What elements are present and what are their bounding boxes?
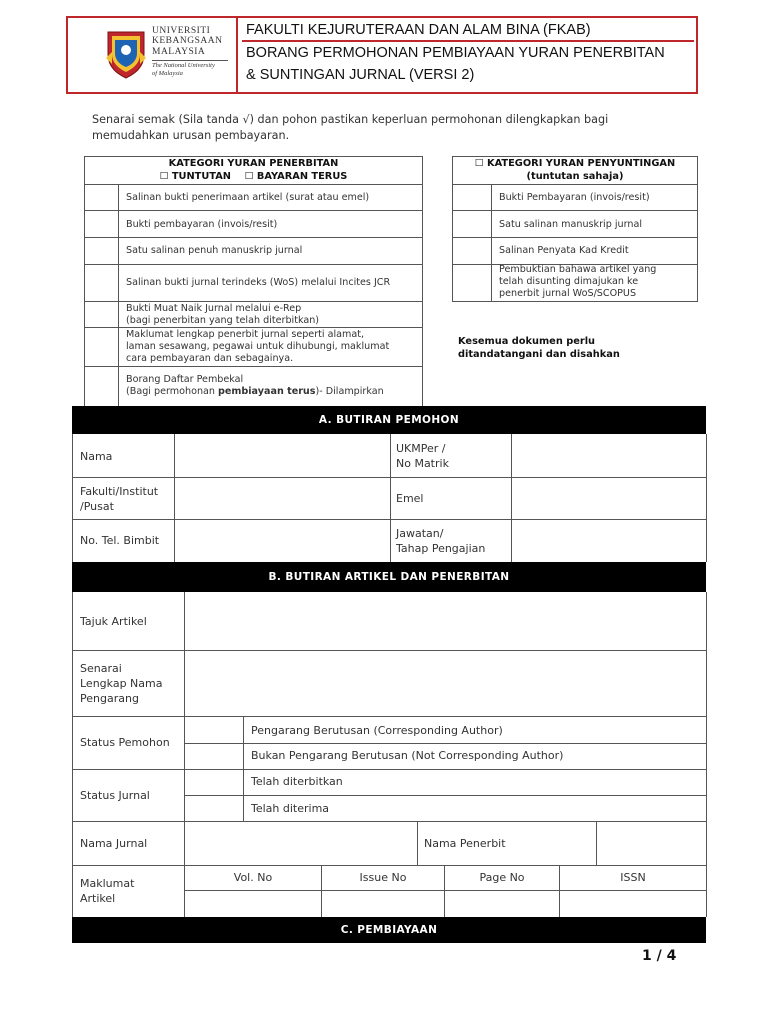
checklist-left-title: KATEGORI YURAN PENERBITAN	[168, 158, 339, 169]
label-tel: No. Tel. Bimbit	[80, 534, 160, 547]
ukm-logo	[100, 22, 230, 88]
ukmper-input[interactable]	[512, 435, 706, 477]
ukm-crest-icon	[104, 28, 148, 80]
page-number: 1 / 4	[642, 948, 677, 964]
col-issn: ISSN	[620, 871, 646, 884]
corresponding-tick-box[interactable]	[185, 717, 243, 743]
checklist-right-item: Salinan Penyata Kad Kredit	[499, 245, 629, 256]
page-input[interactable]	[445, 891, 559, 917]
label-maklumat-artikel: Maklumat Artikel	[80, 877, 135, 905]
jawatan-input[interactable]	[512, 520, 706, 562]
checklist-left-tick-box[interactable]	[85, 211, 118, 237]
logo-line-4: The National University	[152, 62, 215, 69]
checklist-left-tick-box[interactable]	[85, 328, 118, 366]
checklist-left-item: Maklumat lengkap penerbit jurnal seperti alamat, laman sesawang, pegawai untuk dihubungi, maklumat cara pembayaran dan sebagainya.	[126, 329, 390, 364]
label-ukmper: UKMPer / No Matrik	[396, 442, 449, 470]
checklist-left-item: Borang Daftar Pembekal (Bagi permohonan pembiayaan terus)- Dilampirkan	[126, 374, 384, 397]
checklist-left-options	[85, 171, 422, 183]
issn-input[interactable]	[560, 891, 706, 917]
checklist-left-tick-box[interactable]	[85, 238, 118, 264]
emel-input[interactable]	[512, 478, 706, 519]
checklist-left-tick-box[interactable]	[85, 265, 118, 301]
issue-input[interactable]	[322, 891, 444, 917]
fakulti-input[interactable]	[175, 478, 390, 519]
label-nama-penerbit: Nama Penerbit	[424, 837, 506, 850]
label-emel: Emel	[396, 492, 424, 505]
section-a-title: A. BUTIRAN PEMOHON	[72, 406, 706, 434]
label-status-pemohon: Status Pemohon	[80, 736, 170, 749]
nama-input[interactable]	[175, 435, 390, 477]
not-corresponding-tick-box[interactable]	[185, 744, 243, 769]
col-vol: Vol. No	[233, 871, 273, 884]
checklist-right-item: Satu salinan manuskrip jurnal	[499, 219, 642, 230]
logo-line-3: MALAYSIA	[152, 47, 206, 57]
intro-line-2: memudahkan urusan pembayaran.	[92, 129, 290, 142]
col-page: Page No	[479, 871, 525, 884]
label-nama: Nama	[80, 450, 113, 463]
checklist-left-item: Salinan bukti jurnal terindeks (WoS) melalui Incites JCR	[126, 277, 391, 288]
label-jawatan: Jawatan/ Tahap Pengajian	[396, 527, 486, 555]
form-title-line-1: BORANG PERMOHONAN PEMBIAYAAN YURAN PENERBITAN	[246, 45, 665, 61]
checklist-right-subtitle: (tuntutan sahaja)	[526, 171, 624, 182]
checklist-right-tick-box[interactable]	[453, 265, 491, 301]
logo-rule	[152, 60, 228, 61]
label-senarai-pengarang: Senarai Lengkap Nama Pengarang	[80, 662, 163, 705]
checklist-left-item: Bukti Muat Naik Jurnal melalui e-Rep (bagi penerbitan yang telah diterbitkan)	[126, 303, 320, 326]
logo-line-1: UNIVERSITI	[152, 26, 211, 36]
checklist-right-tick-box[interactable]	[453, 238, 491, 264]
checklist-right-tick-box[interactable]	[453, 185, 491, 210]
diterbitkan-tick-box[interactable]	[185, 770, 243, 795]
option-bayaran-terus-checkbox[interactable]: ☐ BAYARAN TERUS	[244, 171, 348, 182]
label-nama-jurnal: Nama Jurnal	[80, 837, 148, 850]
option-tuntutan-checkbox[interactable]: ☐ TUNTUTAN	[159, 171, 231, 182]
label-fakulti: Fakulti/Institut /Pusat	[80, 485, 159, 513]
section-c-title: C. PEMBIAYAAN	[72, 917, 706, 943]
checklist-right-item: Bukti Pembayaran (invois/resit)	[499, 192, 650, 203]
label-status-jurnal: Status Jurnal	[80, 789, 150, 802]
option-diterima: Telah diterima	[251, 802, 330, 815]
header-divider	[236, 16, 238, 94]
senarai-pengarang-input[interactable]	[185, 651, 706, 716]
faculty-title: FAKULTI KEJURUTERAAN DAN ALAM BINA (FKAB)	[246, 22, 591, 38]
option-diterbitkan: Telah diterbitkan	[251, 775, 343, 788]
form-title-line-2: & SUNTINGAN JURNAL (VERSI 2)	[246, 67, 475, 83]
nama-jurnal-input[interactable]	[185, 822, 417, 865]
tel-input[interactable]	[175, 520, 390, 562]
checklist-right-item: Pembuktian bahawa artikel yang telah disunting dimajukan ke penerbit jurnal WoS/SCOPUS	[499, 264, 657, 299]
logo-line-5: of Malaysia	[152, 70, 183, 77]
checklist-left-tick-box[interactable]	[85, 185, 118, 210]
checklist-left-item: Satu salinan penuh manuskrip jurnal	[126, 245, 303, 256]
checklist-left-item: Bukti pembayaran (invois/resit)	[126, 219, 278, 230]
col-issue: Issue No	[359, 871, 407, 884]
label-tajuk: Tajuk Artikel	[80, 615, 147, 628]
nama-penerbit-input[interactable]	[597, 822, 706, 865]
vol-input[interactable]	[185, 891, 321, 917]
tajuk-input[interactable]	[185, 593, 706, 650]
option-not-corresponding: Bukan Pengarang Berutusan (Not Corresponding Author)	[251, 749, 564, 762]
intro-line-1: Senarai semak (Sila tanda √) dan pohon pastikan keperluan permohonan dilengkapkan bagi	[92, 113, 609, 126]
checklist-left-tick-box[interactable]	[85, 302, 118, 327]
checklist-left-tick-box[interactable]	[85, 367, 118, 405]
checklist-left-item: Salinan bukti penerimaan artikel (surat atau emel)	[126, 192, 370, 203]
logo-line-2: KEBANGSAAN	[152, 36, 223, 46]
diterima-tick-box[interactable]	[185, 796, 243, 821]
signature-note: Kesemua dokumen perlu ditandatangani dan disahkan	[458, 336, 620, 360]
section-b-title: B. BUTIRAN ARTIKEL DAN PENERBITAN	[72, 562, 706, 592]
checklist-right-title[interactable]: ☐ KATEGORI YURAN PENYUNTINGAN	[474, 158, 676, 169]
option-corresponding: Pengarang Berutusan (Corresponding Author)	[251, 724, 503, 737]
checklist-right-tick-box[interactable]	[453, 211, 491, 237]
header-rule	[242, 40, 694, 42]
